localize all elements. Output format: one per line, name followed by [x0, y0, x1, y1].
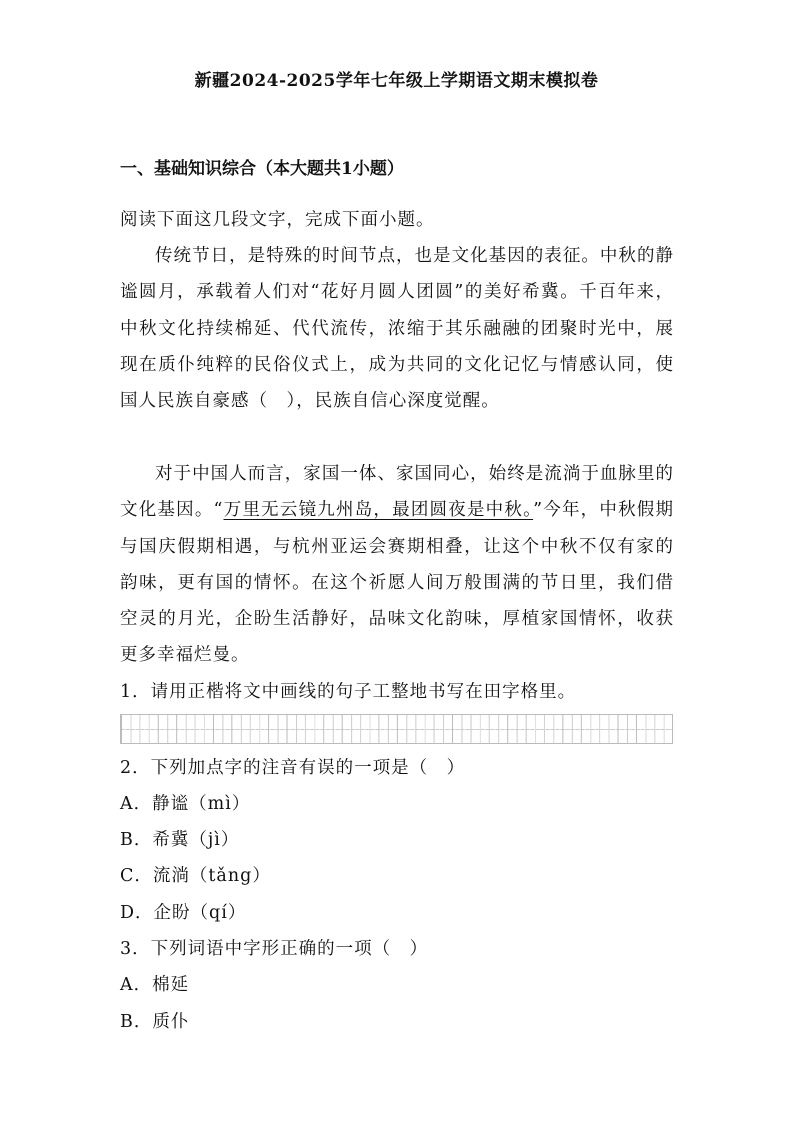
reading-instruction: 阅读下面这几段文字，完成下面小题。: [120, 210, 435, 230]
passage-paragraph-1: 传统节日，是特殊的时间节点，也是文化基因的表征。中秋的静谧圆月，承载着人们对“花好月圆人团圆”的美好希冀。千百年来，中秋文化持续棉延、代代流传，浓缩于其乐融融的团聚时光中，展现在质仆纯粹的民俗仪式上，成为共同的文化记忆与情感认同，使国人民族自豪感（ ），民族自信心深度觉醒。: [120, 246, 674, 412]
page-title: 新疆2024-2025学年七年级上学期语文期末模拟卷: [194, 71, 599, 91]
paragraph-2-rest: ”今年，中秋假期与国庆假期相遇，与杭州亚运会赛期相叠，让这个中秋不仅有家的韵味，更有国的情怀。在这个祈愿人间万般围满的节日里，我们借空灵的月光，企盼生活静好，品味文化韵味，厚植家国情怀，收获更多幸福烂曼。: [120, 500, 675, 666]
q3-option-a[interactable]: A．棉延: [120, 975, 190, 995]
question-2: 2．下列加点字的注音有误的一项是（ ）: [120, 758, 466, 778]
q2-option-b[interactable]: B．希冀（jì）: [120, 830, 240, 850]
passage-paragraph-2: [120, 456, 674, 674]
question-1: 1．请用正楷将文中画线的句子工整地书写在田字格里。: [120, 682, 577, 702]
q3-option-b[interactable]: B．质仆: [120, 1012, 190, 1032]
q2-option-c[interactable]: C．流淌（tǎng）: [120, 866, 271, 886]
paragraph-2-lead: 对于中国人而言，家国一体、家国同心，始终是流淌于血脉里的文化基因。“: [120, 464, 674, 521]
underlined-sentence: 万里无云镜九州岛，最团圆夜是中秋。: [223, 500, 534, 521]
q2-option-d[interactable]: D．企盼（qí）: [120, 903, 247, 923]
section-heading: 一、基础知识综合（本大题共1小题）: [120, 159, 404, 179]
tianzige-writing-grid[interactable]: [120, 714, 673, 744]
question-3: 3．下列词语中字形正确的一项（ ）: [120, 939, 429, 959]
q2-option-a[interactable]: A．静谧（mì）: [120, 794, 251, 814]
